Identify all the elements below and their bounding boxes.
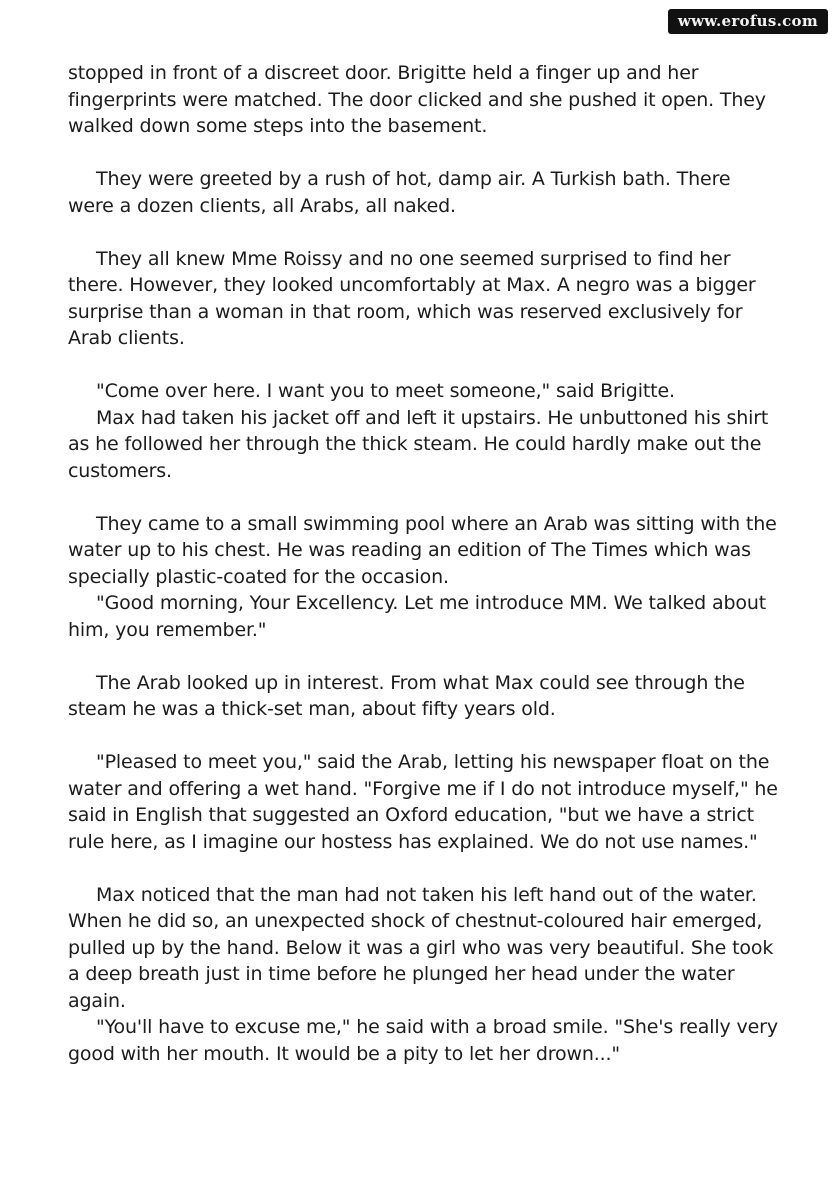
paragraph: Max noticed that the man had not taken his left hand out of the water. When he did so, an unexpected shock of chestnut-coloured hair emerged, pulled up by the hand. Below it was a girl who was very beautiful. She took a deep breath just in time before he plunged her head under the water again.: [68, 883, 774, 1012]
paragraph: "You'll have to excuse me," he said with a broad smile. "She's really very good with her mouth. It would be a pity to let her drown...": [68, 1016, 778, 1065]
paragraph: Max had taken his jacket off and left it upstairs. He unbuttoned his shirt as he followed her through the thick steam. He could hardly make out the customers.: [68, 406, 769, 482]
paragraph: They were greeted by a rush of hot, damp air. A Turkish bath. There were a dozen clients, all Arabs, all naked.: [68, 168, 731, 217]
paragraph: "Pleased to meet you," said the Arab, letting his newspaper float on the water and offering a wet hand. "Forgive me if I do not introduce myself," he said in English that suggested an Oxford education, "but we have a strict rule here, as I imagine our hostess has explained. We do not use names.": [68, 751, 778, 853]
paragraph: They came to a small swimming pool where an Arab was sitting with the water up to his chest. He was reading an edition of The Times which was specially plastic-coated for the occasion.: [68, 512, 777, 588]
paragraph: The Arab looked up in interest. From what Max could see through the steam he was a thick-set man, about fifty years old.: [68, 671, 745, 720]
paragraph: They all knew Mme Roissy and no one seemed surprised to find her there. However, they looked uncomfortably at Max. A negro was a bigger surprise than a woman in that room, which was reserved exclusively for Arab clients.: [68, 247, 756, 349]
paragraph: "Good morning, Your Excellency. Let me introduce MM. We talked about him, you remember.": [68, 592, 767, 641]
story-page: [68, 60, 778, 1067]
paragraph: stopped in front of a discreet door. Brigitte held a finger up and her fingerprints were matched. The door clicked and she pushed it open. They walked down some steps into the basement.: [68, 62, 766, 137]
paragraph: "Come over here. I want you to meet someone," said Brigitte.: [96, 380, 675, 402]
site-watermark: www.erofus.com: [668, 9, 828, 34]
